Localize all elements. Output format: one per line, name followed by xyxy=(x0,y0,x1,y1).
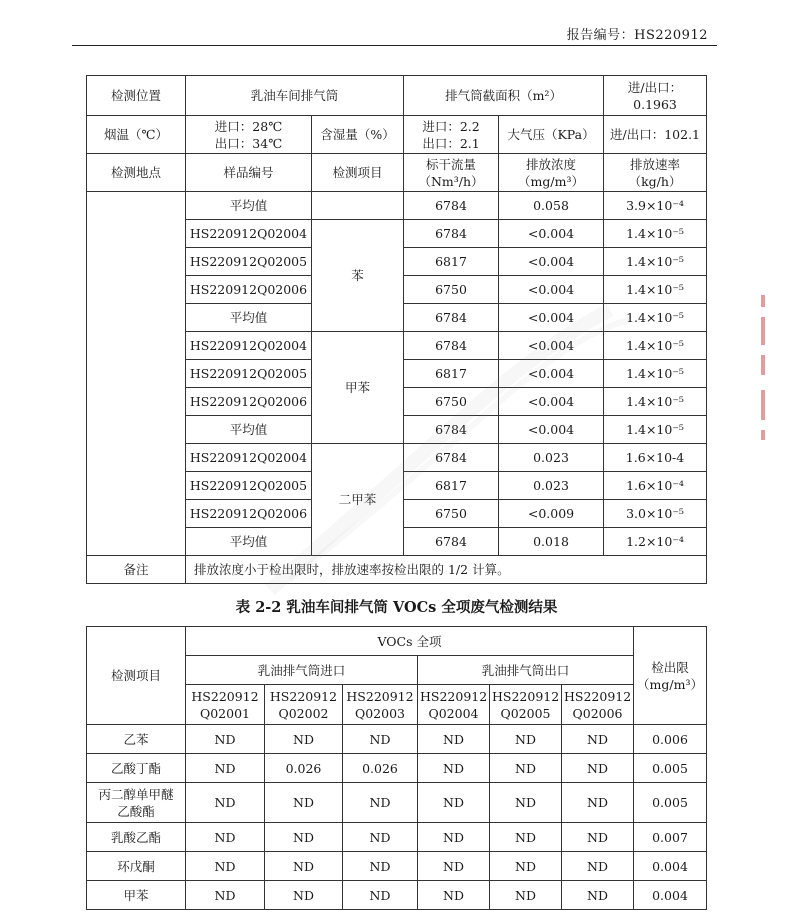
flow-cell: 6784 xyxy=(404,528,499,556)
pressure-value: 进/出口：102.1 xyxy=(604,116,707,154)
rate-cell: 3.0×10⁻⁵ xyxy=(604,500,707,528)
flow-cell: 6817 xyxy=(404,360,499,388)
flow-cell: 6784 xyxy=(404,332,499,360)
result-cell: ND xyxy=(490,881,562,910)
compound-name: 乙苯 xyxy=(87,725,186,754)
result-cell: ND xyxy=(490,823,562,852)
sample-header: HS220912 Q02004 xyxy=(418,685,490,725)
seal-edge-marks xyxy=(758,295,768,445)
result-cell: ND xyxy=(418,783,490,823)
result-cell: ND xyxy=(418,823,490,852)
result-cell: ND xyxy=(186,783,265,823)
flow-cell: 6784 xyxy=(404,304,499,332)
sample-header: HS220912 Q02001 xyxy=(186,685,265,725)
position-label: 检测位置 xyxy=(87,76,186,116)
compound-name: 甲苯 xyxy=(87,881,186,910)
result-cell: ND xyxy=(418,754,490,783)
result-cell: ND xyxy=(562,783,634,823)
result-cell: ND xyxy=(186,823,265,852)
limit-cell: 0.007 xyxy=(634,823,707,852)
conc-cell: <0.004 xyxy=(499,360,604,388)
vocs-table xyxy=(86,626,707,910)
detection-limit-header: 检出限 （mg/m³） xyxy=(634,627,707,725)
sample-id: 平均值 xyxy=(186,304,312,332)
average-label: 平均值 xyxy=(186,192,312,220)
position-value: 乳油车间排气筒 xyxy=(186,76,404,116)
sample-id: HS220912Q02004 xyxy=(186,332,312,360)
sample-id: HS220912Q02005 xyxy=(186,248,312,276)
sample-header: HS220912 Q02005 xyxy=(490,685,562,725)
rate-cell: 1.4×10⁻⁵ xyxy=(604,248,707,276)
report-number: 报告编号：HS220912 xyxy=(566,28,708,43)
result-cell: ND xyxy=(562,823,634,852)
result-cell: ND xyxy=(343,783,418,823)
result-cell: ND xyxy=(418,852,490,881)
conc-cell: 0.018 xyxy=(499,528,604,556)
compound-name: 丙二醇单甲醚 乙酸酯 xyxy=(87,783,186,823)
rate-cell: 1.4×10⁻⁵ xyxy=(604,220,707,248)
emission-table-body xyxy=(87,76,707,584)
vocs-item-header: 检测项目 xyxy=(87,627,186,725)
conc-cell: 0.023 xyxy=(499,444,604,472)
rate-cell: 1.4×10⁻⁵ xyxy=(604,332,707,360)
rate-cell: 1.4×10⁻⁵ xyxy=(604,388,707,416)
sample-id: HS220912Q02004 xyxy=(186,220,312,248)
compound-name: 环戊酮 xyxy=(87,852,186,881)
result-cell: ND xyxy=(562,725,634,754)
result-cell: ND xyxy=(418,725,490,754)
flow-cell: 6750 xyxy=(404,500,499,528)
rate-cell: 1.4×10⁻⁵ xyxy=(604,416,707,444)
pressure-label: 大气压（KPa） xyxy=(499,116,604,154)
conc-header: 排放浓度 （mg/m³） xyxy=(499,154,604,192)
rate-cell: 1.4×10⁻⁵ xyxy=(604,276,707,304)
site-cell xyxy=(87,192,186,556)
conc-cell: <0.004 xyxy=(499,304,604,332)
inlet-header: 乳油排气筒进口 xyxy=(186,656,418,685)
result-cell: ND xyxy=(562,881,634,910)
result-cell: ND xyxy=(490,783,562,823)
sample-id: HS220912Q02005 xyxy=(186,360,312,388)
compound-name: 乙酸丁酯 xyxy=(87,754,186,783)
outlet-header: 乳油排气筒出口 xyxy=(418,656,634,685)
flow-cell: 6817 xyxy=(404,248,499,276)
conc-cell: <0.004 xyxy=(499,220,604,248)
sample-id: HS220912Q02006 xyxy=(186,276,312,304)
flow-cell: 6750 xyxy=(404,388,499,416)
conc-cell: <0.004 xyxy=(499,388,604,416)
table-caption: 表 2-2 乳油车间排气筒 VOCs 全项废气检测结果 xyxy=(235,599,558,616)
sample-header: HS220912 Q02006 xyxy=(562,685,634,725)
conc-cell: <0.009 xyxy=(499,500,604,528)
pollutant-name: 甲苯 xyxy=(312,332,404,444)
sample-id: HS220912Q02004 xyxy=(186,444,312,472)
sample-id: HS220912Q02005 xyxy=(186,472,312,500)
flow-cell: 6784 xyxy=(404,220,499,248)
header-rule xyxy=(72,45,717,46)
compound-name: 乳酸乙酯 xyxy=(87,823,186,852)
conc-cell: 0.023 xyxy=(499,472,604,500)
rate-header: 排放速率 （kg/h） xyxy=(604,154,707,192)
result-cell: ND xyxy=(490,725,562,754)
result-cell: ND xyxy=(186,852,265,881)
result-cell: ND xyxy=(343,823,418,852)
limit-cell: 0.004 xyxy=(634,852,707,881)
flow-header: 标干流量 （Nm³/h） xyxy=(404,154,499,192)
sample-id: 平均值 xyxy=(186,416,312,444)
result-cell: ND xyxy=(265,783,343,823)
result-cell: ND xyxy=(265,725,343,754)
conc-cell: <0.004 xyxy=(499,416,604,444)
result-cell: ND xyxy=(490,754,562,783)
rate-cell: 1.4×10⁻⁵ xyxy=(604,304,707,332)
flow-cell: 6817 xyxy=(404,472,499,500)
flow-cell: 6784 xyxy=(404,192,499,220)
sample-id: HS220912Q02006 xyxy=(186,500,312,528)
conc-cell: <0.004 xyxy=(499,276,604,304)
conc-cell: <0.004 xyxy=(499,332,604,360)
conc-cell: 0.058 xyxy=(499,192,604,220)
sample-header: HS220912 Q02003 xyxy=(343,685,418,725)
emission-table xyxy=(86,75,707,584)
result-cell: ND xyxy=(343,725,418,754)
stack-area-value: 进/出口： 0.1963 xyxy=(604,76,707,116)
rate-cell: 1.6×10-4 xyxy=(604,444,707,472)
flue-temp-value: 进口：28℃ 出口：34℃ xyxy=(186,116,312,154)
flue-temp-label: 烟温（℃） xyxy=(87,116,186,154)
result-cell: ND xyxy=(562,754,634,783)
pollutant-name: 二甲苯 xyxy=(312,444,404,556)
sample-id: 平均值 xyxy=(186,528,312,556)
conc-cell: <0.004 xyxy=(499,248,604,276)
flow-cell: 6784 xyxy=(404,444,499,472)
result-cell: ND xyxy=(562,852,634,881)
limit-cell: 0.005 xyxy=(634,783,707,823)
result-cell: ND xyxy=(343,881,418,910)
result-cell: ND xyxy=(490,852,562,881)
rate-cell: 1.4×10⁻⁵ xyxy=(604,360,707,388)
result-cell: 0.026 xyxy=(265,754,343,783)
result-cell: ND xyxy=(343,852,418,881)
remark-text: 排放浓度小于检出限时，排放速率按检出限的 1/2 计算。 xyxy=(186,556,707,584)
sample-header: 样品编号 xyxy=(186,154,312,192)
flow-cell: 6750 xyxy=(404,276,499,304)
moisture-label: 含湿量（%） xyxy=(312,116,404,154)
result-cell: 0.026 xyxy=(343,754,418,783)
rate-cell: 1.6×10⁻⁴ xyxy=(604,472,707,500)
limit-cell: 0.005 xyxy=(634,754,707,783)
limit-cell: 0.006 xyxy=(634,725,707,754)
limit-cell: 0.004 xyxy=(634,881,707,910)
pollutant-name: 苯 xyxy=(312,220,404,332)
remark-label: 备注 xyxy=(87,556,186,584)
rate-cell: 3.9×10⁻⁴ xyxy=(604,192,707,220)
vocs-group-header: VOCs 全项 xyxy=(186,627,634,656)
flow-cell: 6784 xyxy=(404,416,499,444)
result-cell: ND xyxy=(186,881,265,910)
result-cell: ND xyxy=(418,881,490,910)
result-cell: ND xyxy=(186,725,265,754)
result-cell: ND xyxy=(265,852,343,881)
item-header: 检测项目 xyxy=(312,154,404,192)
result-cell: ND xyxy=(265,823,343,852)
moisture-value: 进口：2.2 出口：2.1 xyxy=(404,116,499,154)
vocs-table-body xyxy=(87,627,707,910)
result-cell: ND xyxy=(265,881,343,910)
stack-area-label: 排气筒截面积（m²） xyxy=(404,76,604,116)
item-cell xyxy=(312,192,404,220)
result-cell: ND xyxy=(186,754,265,783)
sample-id: HS220912Q02006 xyxy=(186,388,312,416)
rate-cell: 1.2×10⁻⁴ xyxy=(604,528,707,556)
sample-header: HS220912 Q02002 xyxy=(265,685,343,725)
site-header: 检测地点 xyxy=(87,154,186,192)
